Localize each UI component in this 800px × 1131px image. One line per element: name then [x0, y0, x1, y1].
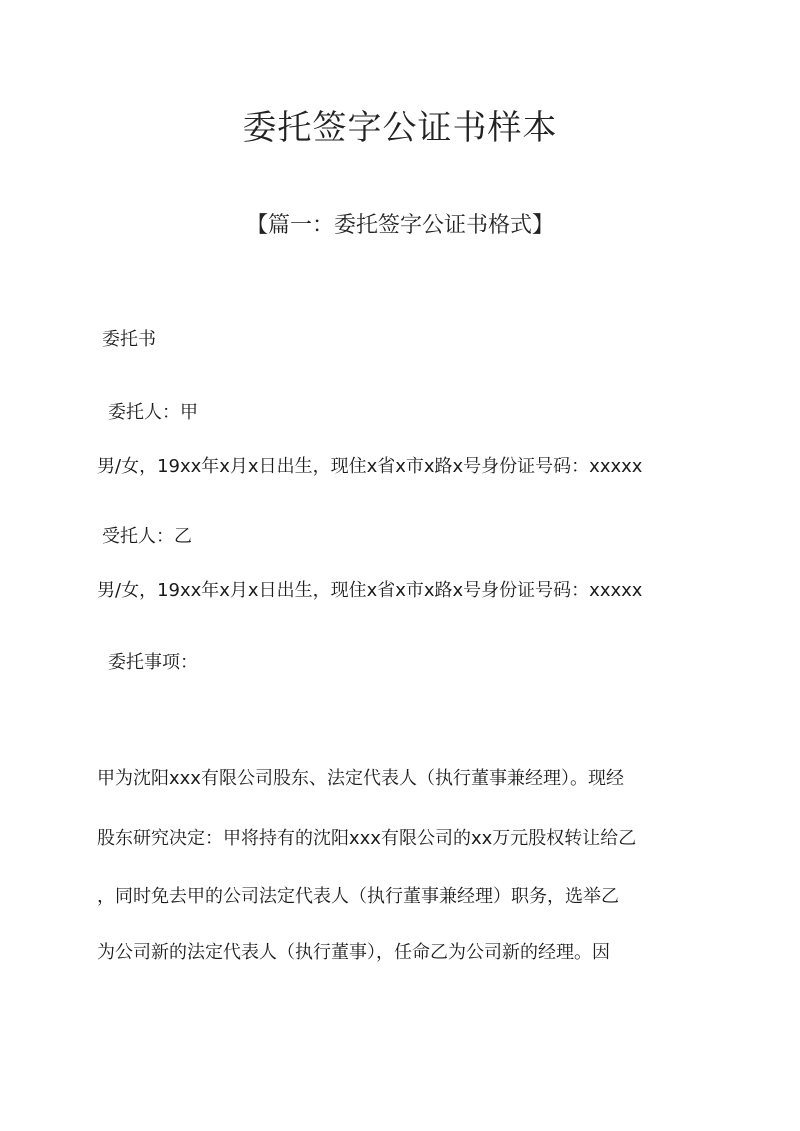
paragraph-line: 股东研究决定：甲将持有的沈阳xxx有限公司的xx万元股权转让给乙: [97, 828, 637, 849]
matters-label: 委托事项：: [108, 652, 198, 673]
paragraph-line: 甲为沈阳xxx有限公司股东、法定代表人（执行董事兼经理）。现经: [97, 768, 624, 789]
principal-info: 男/女，19xx年x月x日出生，现住x省x市x路x号身份证号码：xxxxx: [97, 456, 643, 477]
agent-info: 男/女，19xx年x月x日出生，现住x省x市x路x号身份证号码：xxxxx: [97, 580, 643, 601]
principal-label: 委托人：甲: [108, 402, 198, 423]
agent-label: 受托人：乙: [102, 526, 192, 547]
document-title: 委托签字公证书样本: [242, 108, 558, 148]
paragraph-line: ，同时免去甲的公司法定代表人（执行董事兼经理）职务，选举乙: [97, 886, 619, 907]
document-subtitle: 【篇一：委托签字公证书格式】: [245, 213, 554, 238]
paragraph-line: 为公司新的法定代表人（执行董事），任命乙为公司新的经理。因: [97, 942, 610, 963]
letter-heading: 委托书: [102, 329, 156, 350]
